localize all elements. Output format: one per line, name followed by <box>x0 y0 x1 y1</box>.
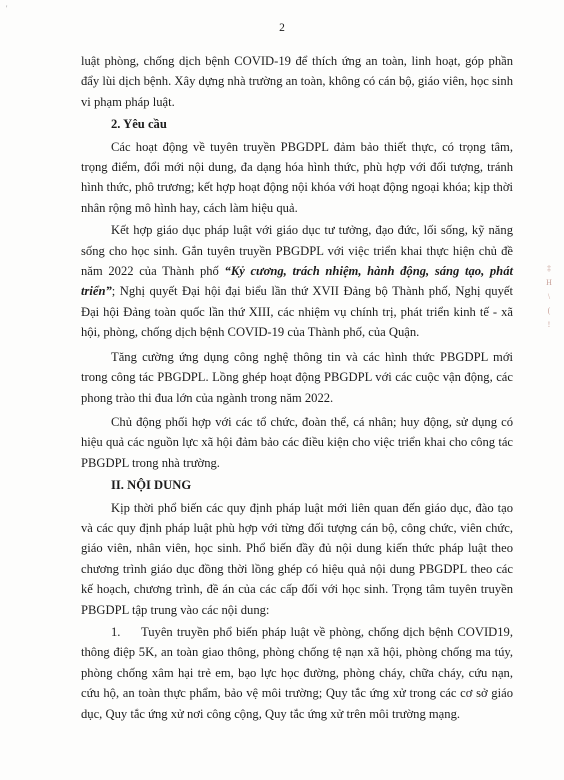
margin-mark: ! <box>547 320 551 329</box>
paragraph-text: ; Nghị quyết Đại hội đại biểu lần thứ XVII Đảng bộ Thành phố, Nghị quyết Đại hội Đảng toàn quốc lần thứ XIII, các nhiệm vụ chính trị, phát triển kinh tế - xã hội, phòng, chống dịch bệnh COVID-19 của Thành phố, của Quận. <box>81 284 513 340</box>
paragraph-requirements-2 <box>81 220 513 342</box>
section-heading-content: II. NỘI DUNG <box>111 478 192 493</box>
paragraph-text: Kết hợp giáo dục pháp luật với giáo dục tư tưởng, đạo đức, lối sống, kỹ năng sống cho học sinh. Gắn tuyên truyền PBGDPL với việc triển khai thực hiện chủ đề năm 2022 của Thành phố <box>81 223 513 279</box>
list-item-1 <box>81 622 513 724</box>
margin-mark: ( <box>547 306 551 315</box>
document-body <box>81 51 513 726</box>
list-item-number: 1. <box>111 624 121 639</box>
paragraph-requirements-1: Các hoạt động về tuyên truyền PBGDPL đảm bảo thiết thực, có trọng tâm, trọng điểm, đổi mới nội dung, đa dạng hóa hình thức, phù hợp với đối tượng, tránh hình thức, phô trương; kết hợp hoạt động nội khóa với hoạt động ngoại khóa; kịp thời nhân rộng mô hình hay, cách làm hiệu quả. <box>81 139 513 215</box>
corner-mark: ' <box>6 4 8 13</box>
list-item-text: Tuyên truyền phổ biến pháp luật về phòng, chống dịch bệnh COVID19, thông điệp 5K, an toàn giao thông, phòng chống tệ nạn xã hội, phòng chống ma túy, phòng chống xâm hại trẻ em, bạo lực học đường, phòng cháy, chữa cháy, cứu nạn, cứu hộ, an toàn thực phẩm, bảo vệ môi trường; Quy tắc ứng xử trong các cơ sở giáo dục, Quy tắc ứng xử nơi công cộng, Quy tắc ứng xử trên môi trường mạng. <box>81 624 513 721</box>
paragraph-requirements-3: Tăng cường ứng dụng công nghệ thông tin và các hình thức PBGDPL mới trong công tác PBGDPL. Lồng ghép hoạt động PBGDPL với các cuộc vận động, các phong trào thi đua lớn của ngành trong năm 2022. <box>81 349 513 405</box>
section-heading-requirements: 2. Yêu cầu <box>111 117 167 132</box>
margin-mark: \ <box>547 292 551 301</box>
city-theme-quote: “Kỷ cương, trách nhiệm, hành động, sáng tạo, phát triển” <box>81 264 513 299</box>
page-number: 2 <box>279 22 285 34</box>
margin-mark: H <box>546 278 552 287</box>
paragraph-requirements-4: Chủ động phối hợp với các tổ chức, đoàn thể, cá nhân; huy động, sử dụng có hiệu quả các nguồn lực xã hội đảm bảo các điều kiện cho việc triển khai cho công tác PBGDPL trong nhà trường. <box>81 414 513 470</box>
margin-mark: ‡ <box>547 264 551 273</box>
margin-annotation <box>544 262 554 332</box>
paragraph-content-intro: Kịp thời phổ biến các quy định pháp luật mới liên quan đến giáo dục, đào tạo và các quy định pháp luật phù hợp với từng đối tượng cán bộ, công chức, viên chức, giáo viên, nhân viên, học sinh. Phổ biến đầy đủ nội dung kiến thức pháp luật theo chương trình giáo dục đồng thời lồng ghép có hiệu quả nội dung PBGDPL theo các kế hoạch, chương trình, đề án của các cấp đối với học sinh. Trọng tâm tuyên truyền PBGDPL tập trung vào các nội dung: <box>81 500 513 617</box>
paragraph-continuation: luật phòng, chống dịch bệnh COVID-19 để thích ứng an toàn, linh hoạt, góp phần đẩy lùi dịch bệnh. Xây dựng nhà trường an toàn, không có cán bộ, giáo viên, học sinh vi phạm pháp luật. <box>81 54 513 109</box>
